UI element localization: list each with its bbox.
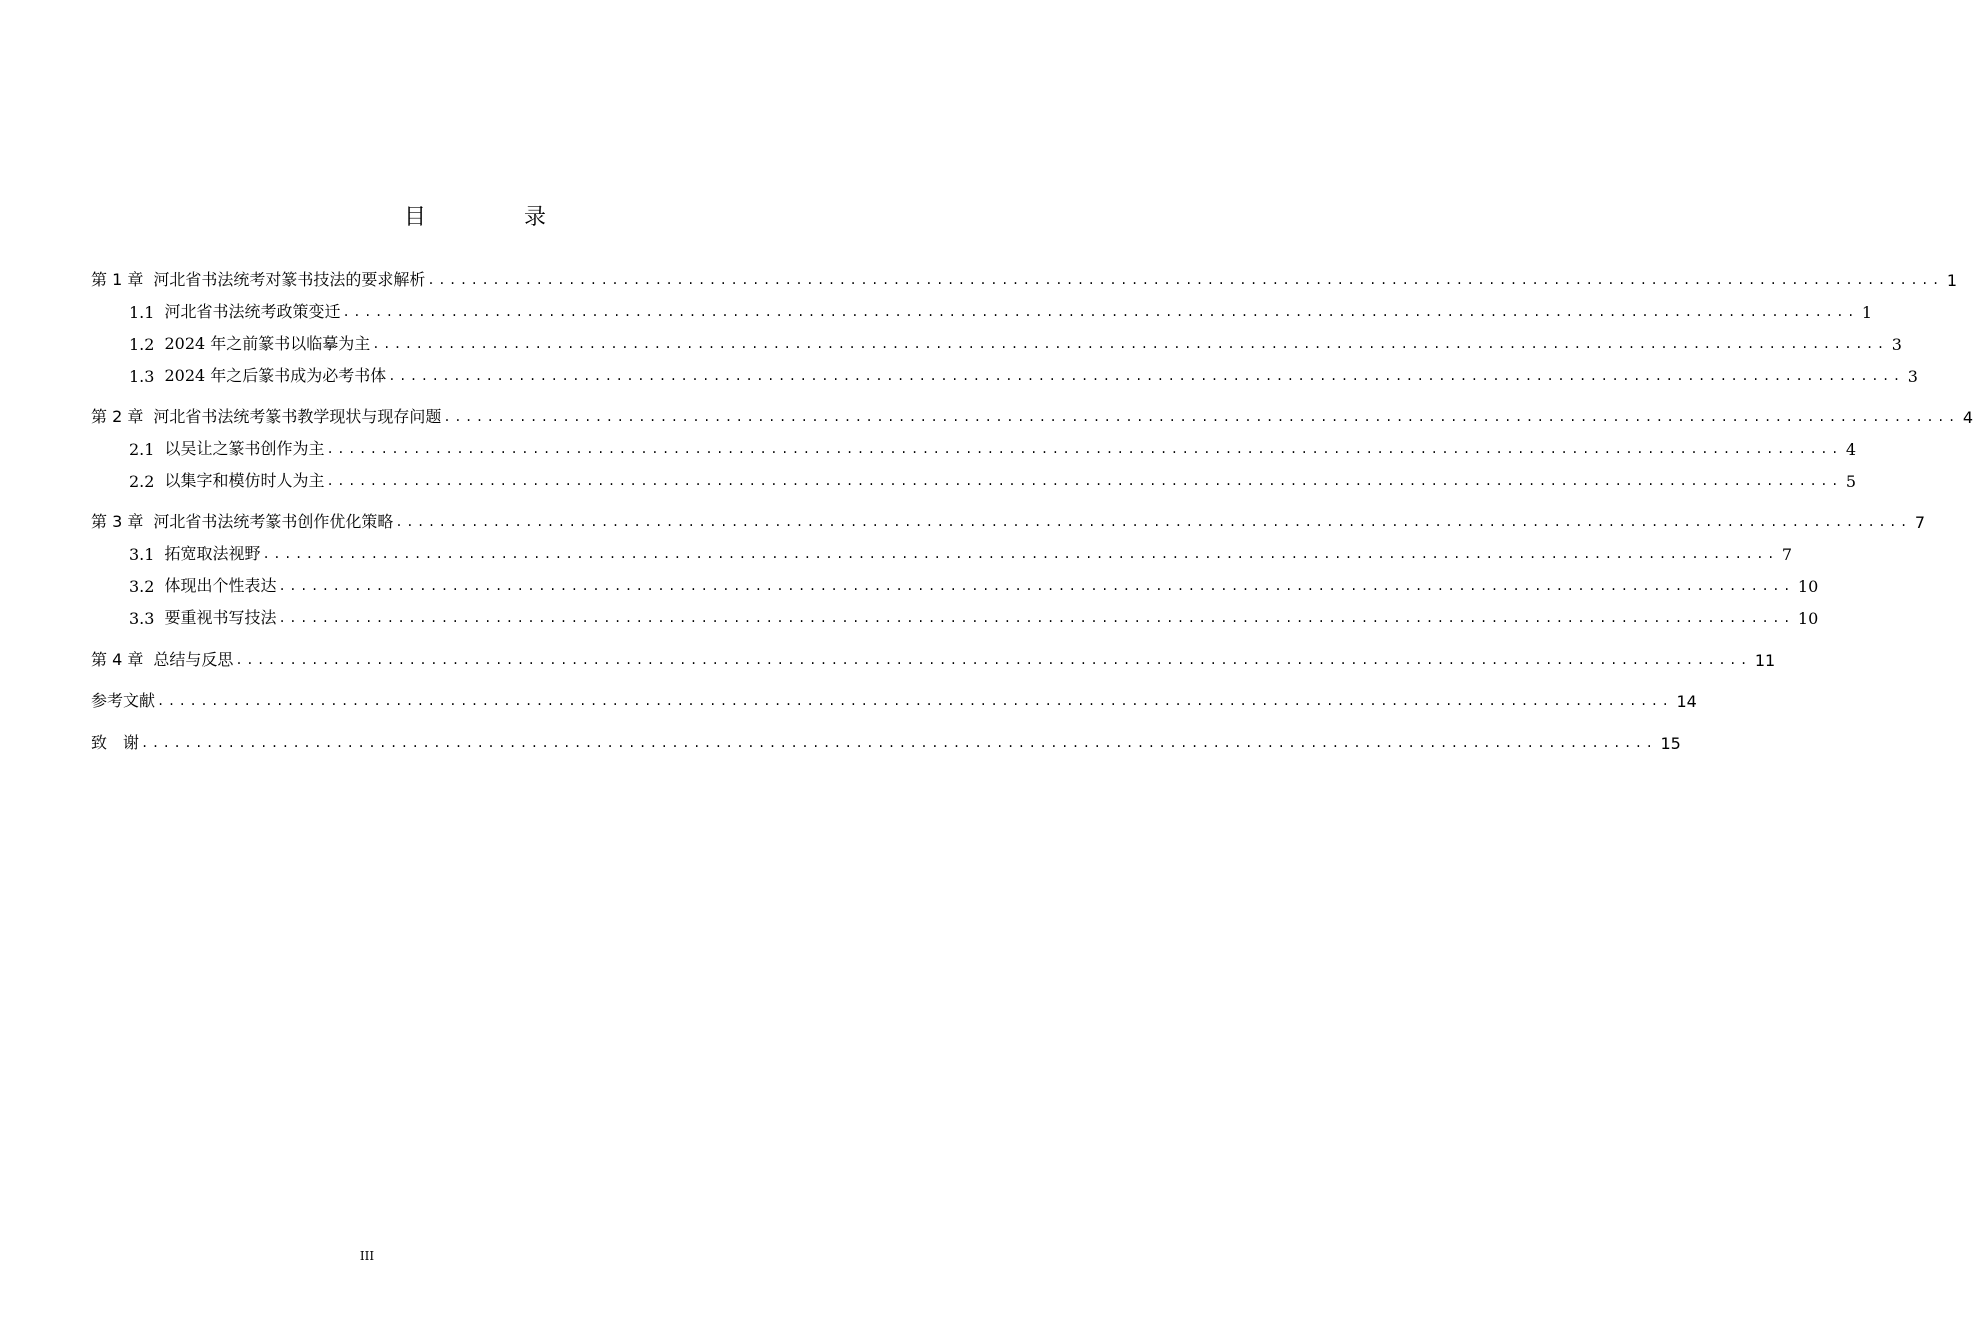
toc-entry-page: 1	[1946, 271, 1958, 290]
toc-entry-references[interactable]	[91, 687, 1697, 711]
toc-entry-chapter-2[interactable]	[91, 403, 1973, 427]
toc-leader-dots: ............................................................................................................................................	[326, 442, 1842, 456]
toc-entry-page: 3	[1891, 335, 1902, 354]
toc-entry-section-3-1[interactable]	[91, 540, 1793, 564]
toc-entry-number: 1.2	[129, 335, 155, 354]
toc-entry-section-3-3[interactable]	[91, 604, 1819, 628]
toc-entry-text: 河北省书法统考篆书教学现状与现存问题	[153, 407, 442, 426]
toc-entry-number: 3.2	[129, 577, 155, 596]
toc-entry-text: 河北省书法统考篆书创作优化策略	[153, 512, 394, 531]
toc-entry-page: 1	[1861, 303, 1873, 322]
toc-entry-text: 总结与反思	[153, 650, 234, 669]
toc-entry-section-1-2[interactable]	[91, 330, 1902, 354]
toc-entry-text: 河北省书法统考对篆书技法的要求解析	[153, 270, 426, 289]
footer-page-number: III	[359, 1249, 375, 1263]
toc-entry-page: 4	[1845, 440, 1857, 459]
toc-leader-dots: ............................................................................................................................................	[427, 273, 1943, 287]
toc-entry-number: 3.1	[129, 545, 155, 564]
toc-entry-number: 1.3	[129, 367, 155, 386]
toc-entry-page: 14	[1676, 692, 1697, 711]
toc-entry-section-2-2[interactable]	[91, 467, 1857, 491]
toc-entry-page: 7	[1781, 545, 1793, 564]
toc-leader-dots: ............................................................................................................................................	[157, 694, 1673, 708]
toc-entry-page: 4	[1962, 408, 1973, 427]
toc-entry-number: 第 3 章	[91, 512, 144, 531]
toc-leader-dots: ............................................................................................................................................	[372, 337, 1888, 351]
toc-entry-page: 3	[1907, 367, 1918, 386]
toc-entry-section-1-3[interactable]	[91, 362, 1918, 386]
toc-leader-dots: ............................................................................................................................................	[278, 611, 1794, 625]
toc-entry-number: 第 4 章	[91, 650, 144, 669]
toc-leader-dots: ............................................................................................................................................	[342, 305, 1858, 319]
toc-entry-text: 要重视书写技法	[164, 608, 277, 627]
toc-entry-number: 3.3	[129, 609, 155, 628]
toc-title: 目 录	[403, 205, 584, 230]
toc-entry-number: 1.1	[129, 303, 155, 322]
toc-entry-number: 第 1 章	[91, 270, 144, 289]
toc-entry-section-2-1[interactable]	[91, 435, 1857, 459]
toc-entry-text: 以集字和模仿时人为主	[164, 471, 325, 490]
toc-entry-text: 致 谢	[91, 733, 140, 752]
toc-leader-dots: ............................................................................................................................................	[262, 547, 1778, 561]
toc-entry-text: 2024 年之前篆书以临摹为主	[164, 334, 371, 353]
toc-entry-text: 2024 年之后篆书成为必考书体	[164, 366, 387, 385]
toc-entry-chapter-1[interactable]	[91, 266, 1958, 290]
toc-entry-page: 5	[1845, 472, 1857, 491]
toc-entry-text: 河北省书法统考政策变迁	[164, 302, 341, 321]
toc-leader-dots: ............................................................................................................................................	[395, 515, 1911, 529]
toc-leader-dots: ............................................................................................................................................	[141, 736, 1657, 750]
toc-leader-dots: ............................................................................................................................................	[326, 474, 1842, 488]
toc-leader-dots: ............................................................................................................................................	[388, 369, 1904, 383]
toc-entry-chapter-4[interactable]	[91, 646, 1776, 670]
toc-entry-chapter-3[interactable]	[91, 508, 1926, 532]
toc-entry-section-1-1[interactable]	[91, 298, 1873, 322]
toc-entry-page: 15	[1660, 734, 1681, 753]
toc-entry-number: 2.2	[129, 472, 155, 491]
toc-entry-page: 10	[1797, 609, 1819, 628]
toc-leader-dots: ............................................................................................................................................	[278, 579, 1794, 593]
toc-entry-acknowledgements[interactable]	[91, 729, 1681, 753]
toc-leader-dots: ............................................................................................................................................	[443, 410, 1959, 424]
toc-entry-text: 参考文献	[91, 691, 156, 710]
toc-entry-page: 7	[1914, 513, 1926, 532]
toc-leader-dots: ............................................................................................................................................	[235, 653, 1751, 667]
toc-entry-page: 10	[1797, 577, 1819, 596]
toc-entry-number: 第 2 章	[91, 407, 144, 426]
toc-entry-text: 体现出个性表达	[164, 576, 277, 595]
toc-entry-number: 2.1	[129, 440, 155, 459]
toc-entry-text: 拓宽取法视野	[164, 544, 261, 563]
toc-entry-page: 11	[1754, 651, 1776, 670]
toc-entry-section-3-2[interactable]	[91, 572, 1819, 596]
toc-entry-text: 以吴让之篆书创作为主	[164, 439, 325, 458]
